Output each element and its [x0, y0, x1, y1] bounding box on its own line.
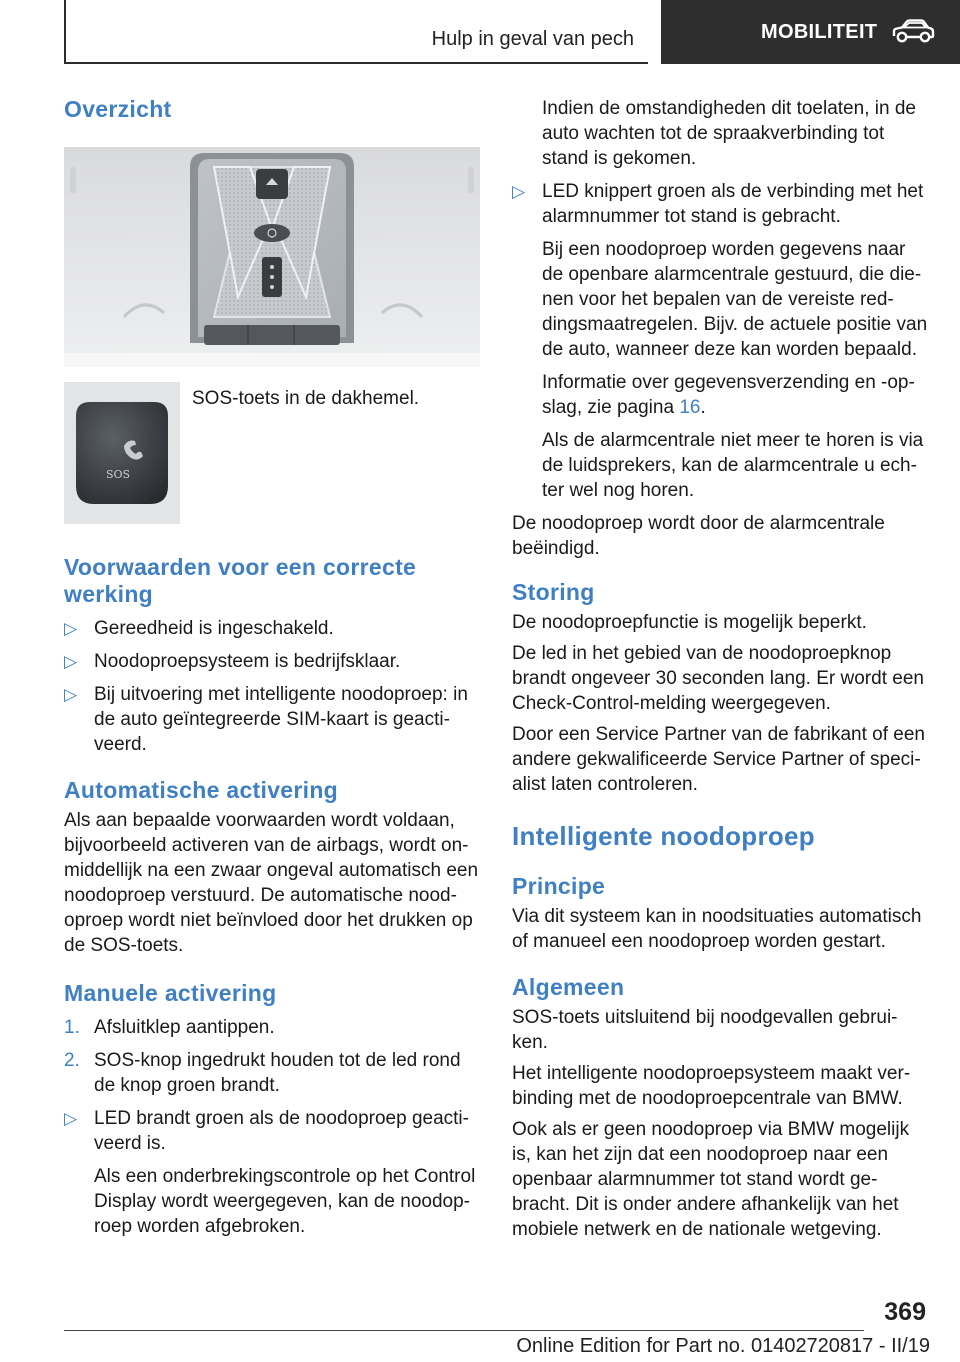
general-text-3: Ook als er geen noodoproep via BMW mogelijk is, kan het zijn dat een noodoproep naar een openbaar alarmnummer tot stand wordt ge-bracht. Dit is onder andere afhankelijk van het mobiele netwerk en de nationale wetgeving. [512, 1119, 910, 1240]
fault-heading: Storing [512, 579, 595, 605]
fault-text-1: De noodoproepfunctie is mogelijk beperkt. [512, 612, 867, 633]
sos-button-image [64, 382, 180, 524]
triangle-bullet-icon: ▷ [64, 652, 78, 671]
auto-activation-text: Als aan bepaalde voorwaarden wordt voldaan, bijvoorbeeld activeren van de airbags, wordt on-middellijk na een zwaar ongeval automatisch een noodoproep verstuurd. De automatische nood-oproep wordt niet beïnvloed door het drukken op de SOS-toets. [64, 810, 479, 956]
conditions-list [64, 616, 480, 757]
general-text-2: Het intelligente noodoproepsysteem maakt ver-binding met de noodoproepcentrale van BMW. [512, 1063, 911, 1109]
page-number: 369 [884, 1298, 926, 1326]
footer-rule [64, 1330, 864, 1331]
header-rule [64, 62, 648, 64]
roof-console-image [64, 147, 480, 367]
led-list [512, 179, 928, 229]
overview-heading: Overzicht [64, 96, 172, 122]
section-title: Hulp in geval van pech [431, 28, 634, 50]
conditions-heading: Voorwaarden voor een correcte werking [64, 554, 417, 607]
auto-activation-heading: Automatische activering [64, 777, 339, 803]
fault-text-2: De led in het gebied van de noodoproepknop brandt ongeveer 30 seconden lang. Er wordt een Check-Control-melding weergegeven. [512, 643, 924, 714]
fault-text-3: Door een Service Partner van de fabrikant of een andere gekwalificeerde Service Partner of speci-alist laten controleren. [512, 724, 925, 795]
sub-text-3: Als de alarmcentrale niet meer te horen is via de luidsprekers, kan de alarmcentrale u ech-ter wel nog horen. [542, 430, 924, 501]
list-item: 2. SOS-knop ingedrukt houden tot de led rond de knop groen brandt. [64, 1050, 461, 1096]
principle-heading: Principe [512, 873, 606, 899]
sub-text-1: Bij een noodoproep worden gegevens naar de openbare alarmcentrale gestuurd, die die-nen voor het bepalen van de vereiste red-dingsmaatregelen. Bijv. de actuele positie van de auto, wanneer deze kan worden bepaald. [542, 239, 928, 360]
edition-footer: Online Edition for Part no. 01402720817 - II/19 [516, 1335, 930, 1357]
list-item: ▷ LED knippert groen als de verbinding met het alarmnummer tot stand is gebracht. [512, 181, 924, 227]
sos-figure [64, 382, 480, 524]
list-item: ▷ Noodoproepsysteem is bedrijfsklaar. [64, 651, 401, 672]
header-rule-vertical [64, 0, 66, 64]
continued-text: Indien de omstandigheden dit toelaten, in de auto wachten tot de spraakverbinding tot stand is gekomen. [542, 98, 916, 169]
general-heading: Algemeen [512, 974, 625, 1000]
triangle-bullet-icon: ▷ [64, 685, 78, 704]
intelligent-emergency-heading: Intelligente noodoproep [512, 821, 815, 851]
chapter-tab [661, 0, 960, 64]
principle-text: Via dit systeem kan in noodsituaties automatisch of manueel een noodoproep worden gestart. [512, 906, 922, 952]
list-item: ▷ LED brandt groen als de noodoproep geacti-veerd is. [64, 1108, 469, 1154]
general-text-1: SOS-toets uitsluitend bij noodgevallen gebrui-ken. [512, 1007, 898, 1053]
figure-caption: SOS-toets in de dakhemel. [192, 388, 420, 409]
list-item: 1. Afsluitklep aantippen. [64, 1017, 275, 1038]
sub-text-2: Informatie over gegevensverzending en -op-slag, zie pagina 16. [542, 372, 915, 418]
triangle-bullet-icon: ▷ [512, 182, 526, 201]
manual-activation-heading: Manuele activering [64, 980, 277, 1006]
chapter-tab-label: MOBILITEIT [761, 20, 878, 43]
right-column [512, 96, 928, 1248]
sos-label: SOS [105, 468, 131, 481]
list-item: ▷ Bij uitvoering met intelligente noodoproep: in de auto geïntegreerde SIM-kaart is geacti-veerd. [64, 684, 468, 755]
left-column [64, 96, 480, 1247]
end-text: De noodoproep wordt door de alarmcentrale beëindigd. [512, 513, 885, 559]
page-link[interactable]: 16 [679, 397, 701, 418]
list-item: ▷ Gereedheid is ingeschakeld. [64, 618, 334, 639]
manual-sub-text: Als een onderbrekingscontrole op het Control Display wordt weergegeven, kan de noodop-roep worden afgebroken. [94, 1166, 476, 1237]
car-icon [891, 19, 935, 45]
triangle-bullet-icon: ▷ [64, 1109, 78, 1128]
triangle-bullet-icon: ▷ [64, 619, 78, 638]
manual-steps [64, 1015, 480, 1156]
